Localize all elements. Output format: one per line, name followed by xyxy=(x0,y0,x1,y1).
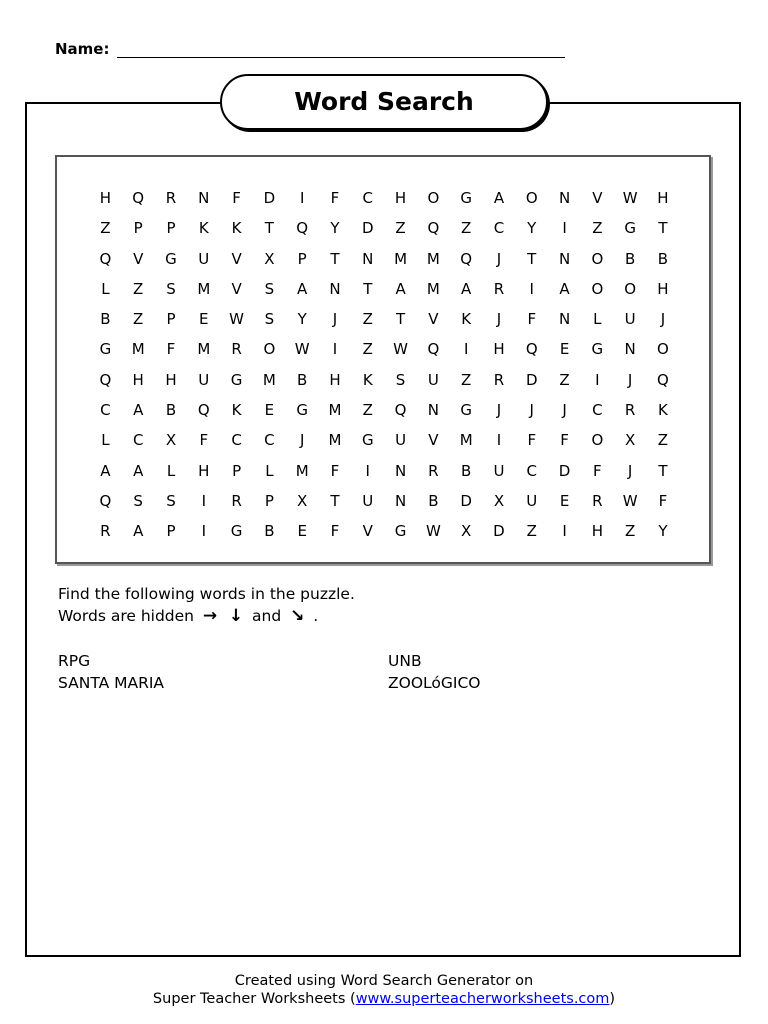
grid-letter: Y xyxy=(527,219,537,238)
arrow-down-icon: ↓ xyxy=(228,606,244,626)
grid-letter: G xyxy=(591,340,604,359)
grid-letter: O xyxy=(263,340,276,359)
grid-letter: P xyxy=(166,310,176,329)
grid-letter: O xyxy=(657,340,669,359)
grid-letter: J xyxy=(496,310,502,329)
grid-letter: Z xyxy=(526,522,537,541)
grid-letter: Z xyxy=(461,370,472,389)
grid-letter: U xyxy=(395,431,407,450)
grid-letter: P xyxy=(297,249,307,268)
grid-letter: A xyxy=(133,461,144,480)
grid-letter: J xyxy=(332,310,338,329)
grid-letter: I xyxy=(562,522,567,541)
grid-letter: Z xyxy=(461,219,472,238)
grid-letter: Q xyxy=(394,401,407,420)
name-blank-line[interactable] xyxy=(117,57,565,58)
grid-letter: F xyxy=(199,431,209,450)
grid-letter: F xyxy=(330,189,340,207)
grid-letter: T xyxy=(264,219,274,238)
grid-letter: C xyxy=(592,401,603,420)
grid-letter: U xyxy=(198,249,210,268)
grid-letter: L xyxy=(101,431,110,450)
grid-letter: T xyxy=(363,279,373,298)
grid-letter: T xyxy=(658,219,668,238)
title-banner xyxy=(220,74,548,130)
grid-letter: N xyxy=(198,189,210,207)
grid-letter: Q xyxy=(132,189,145,207)
grid-letter: F xyxy=(658,491,668,510)
grid-letter: H xyxy=(99,189,112,207)
grid-letter: U xyxy=(526,491,538,510)
grid-letter: C xyxy=(493,219,505,238)
grid-letter: R xyxy=(592,491,603,510)
grid-letter: P xyxy=(133,219,143,238)
grid-letter: K xyxy=(461,310,472,329)
instructions-prefix: Words are hidden xyxy=(58,607,195,625)
grid-letter: Q xyxy=(99,249,112,268)
grid-letter: Z xyxy=(362,340,373,359)
grid-letter: D xyxy=(361,219,374,238)
grid-letter: T xyxy=(527,249,537,268)
grid-letter: F xyxy=(330,461,340,480)
grid-letter: J xyxy=(627,370,633,389)
grid-letter: F xyxy=(330,522,340,541)
grid-letter: N xyxy=(394,461,407,480)
grid-letter: L xyxy=(593,310,602,329)
grid-letter: B xyxy=(297,370,308,389)
grid-letter: M xyxy=(197,279,211,298)
grid-letter: N xyxy=(558,249,571,268)
grid-letter: E xyxy=(559,340,570,359)
grid-letter: Z xyxy=(362,401,373,420)
grid-letter: J xyxy=(627,461,633,480)
grid-letter: M xyxy=(426,249,440,268)
word-list xyxy=(58,652,558,696)
grid-letter: Z xyxy=(362,310,373,329)
grid-letter: M xyxy=(328,401,342,420)
grid-letter: T xyxy=(395,310,406,329)
grid-letter: U xyxy=(198,370,210,389)
arrow-diagonal-icon: ↘ xyxy=(290,606,305,626)
grid-letter: H xyxy=(657,189,669,207)
grid-letter: I xyxy=(562,219,567,238)
grid-letter: A xyxy=(493,189,505,207)
grid-letter: H xyxy=(394,189,407,207)
grid-letter: G xyxy=(165,249,177,268)
grid-letter: R xyxy=(231,491,242,510)
grid-letter: B xyxy=(461,461,472,480)
name-field-row xyxy=(55,38,565,60)
grid-letter: P xyxy=(166,219,176,238)
grid-letter: F xyxy=(560,431,569,450)
grid-letter: G xyxy=(460,401,472,420)
footer-prefix: Super Teacher Worksheets ( xyxy=(152,991,356,1007)
grid-letter: C xyxy=(231,431,242,450)
grid-letter: W xyxy=(425,522,441,541)
grid-letter: D xyxy=(263,189,276,207)
grid-letter: H xyxy=(198,461,210,480)
grid-letter: O xyxy=(525,189,538,207)
grid-letter: K xyxy=(198,219,209,238)
grid-letter: Q xyxy=(525,340,538,359)
grid-letter: J xyxy=(299,431,305,450)
grid-letter: M xyxy=(197,340,211,359)
grid-letter: X xyxy=(625,431,636,450)
grid-letter: V xyxy=(231,279,242,298)
grid-letter: O xyxy=(591,431,604,450)
grid-letter: X xyxy=(493,491,505,510)
grid-letter: Q xyxy=(296,219,309,238)
grid-letter: N xyxy=(427,401,439,420)
grid-letter: G xyxy=(624,219,636,238)
grid-letter: Q xyxy=(657,370,669,389)
grid-letter: V xyxy=(133,249,144,268)
grid-letter: Z xyxy=(133,310,144,329)
grid-letter: Y xyxy=(658,522,668,541)
grid-letter: X xyxy=(165,431,177,450)
grid-letter: H xyxy=(657,279,669,298)
grid-letter: F xyxy=(593,461,602,480)
grid-letter: X xyxy=(264,249,275,268)
grid-letter: G xyxy=(361,431,374,450)
grid-letter: D xyxy=(493,522,505,541)
grid-letter: A xyxy=(559,279,570,298)
grid-letter: J xyxy=(562,401,567,420)
grid-letter: F xyxy=(232,189,241,207)
grid-letter: H xyxy=(591,522,603,541)
grid-letter: W xyxy=(622,491,638,510)
grid-letter: Z xyxy=(625,522,636,541)
grid-letter: D xyxy=(558,461,571,480)
grid-letter: E xyxy=(559,491,570,510)
grid-letter: J xyxy=(496,249,502,268)
grid-letter: M xyxy=(328,431,342,450)
grid-letter: C xyxy=(264,431,275,450)
grid-letter: I xyxy=(299,189,305,207)
grid-letter: C xyxy=(132,431,144,450)
grid-letter: J xyxy=(529,401,534,420)
instructions-line-1: Find the following words in the puzzle. xyxy=(58,585,355,603)
grid-letter: U xyxy=(427,370,439,389)
grid-letter: B xyxy=(165,401,177,420)
grid-letter: Q xyxy=(99,370,112,389)
grid-letter: S xyxy=(395,370,406,389)
grid-letter: V xyxy=(362,522,373,541)
grid-letter: O xyxy=(591,249,604,268)
grid-letter: Z xyxy=(133,279,144,298)
footer-suffix: ) xyxy=(609,991,616,1007)
grid-letter: N xyxy=(624,340,636,359)
grid-letter: T xyxy=(330,491,340,510)
grid-letter: B xyxy=(264,522,275,541)
grid-letter: Y xyxy=(330,219,340,238)
grid-letter: X xyxy=(461,522,472,541)
grid-letter: D xyxy=(525,370,538,389)
word-item: UNB xyxy=(388,652,422,670)
word-item: ZOOLóGICO xyxy=(388,674,481,692)
grid-letter: Q xyxy=(197,401,210,420)
grid-letter: V xyxy=(428,431,439,450)
grid-letter: F xyxy=(527,431,537,450)
grid-letter: W xyxy=(393,340,408,359)
grid-letter: U xyxy=(362,491,374,510)
grid-letter: W xyxy=(622,189,638,207)
grid-letter: T xyxy=(658,461,668,480)
instructions-and: and xyxy=(252,607,282,625)
grid-letter: H xyxy=(165,370,177,389)
grid-letter: E xyxy=(199,310,209,329)
grid-letter: K xyxy=(231,219,242,238)
grid-letter: G xyxy=(230,370,243,389)
grid-letter: Z xyxy=(395,219,406,238)
instructions-line-2 xyxy=(58,605,355,627)
grid-letter: Z xyxy=(100,219,111,238)
grid-letter: X xyxy=(297,491,308,510)
grid-letter: R xyxy=(100,522,111,541)
grid-letter: R xyxy=(165,189,177,207)
grid-letter: Z xyxy=(657,431,669,450)
grid-letter: C xyxy=(100,401,111,420)
grid-letter: U xyxy=(493,461,505,480)
grid-letter: S xyxy=(264,279,275,298)
grid-letter: Z xyxy=(559,370,570,389)
grid-letter: P xyxy=(232,461,242,480)
grid-letter: R xyxy=(231,340,242,359)
grid-letter: M xyxy=(459,431,473,450)
grid-letter: H xyxy=(493,340,505,359)
grid-letter: L xyxy=(101,279,110,298)
grid-letter: Q xyxy=(460,249,473,268)
grid-letter: M xyxy=(131,340,145,359)
grid-letter: L xyxy=(166,461,176,480)
grid-letter: V xyxy=(428,310,439,329)
grid-letter: S xyxy=(166,491,176,510)
grid-letter: M xyxy=(295,461,309,480)
page-title: Word Search xyxy=(294,87,474,116)
grid-letter: B xyxy=(657,249,669,268)
name-label: Name: xyxy=(55,40,110,58)
grid-letter: H xyxy=(132,370,144,389)
grid-letter: B xyxy=(625,249,636,268)
grid-letter: Q xyxy=(427,340,440,359)
grid-letter: N xyxy=(558,310,571,329)
grid-letter: A xyxy=(133,522,144,541)
instructions-period: . xyxy=(313,607,319,625)
grid-letter: B xyxy=(100,310,111,329)
grid-letter: F xyxy=(527,310,537,329)
grid-letter: C xyxy=(526,461,537,480)
grid-letter: O xyxy=(624,279,637,298)
grid-letter: N xyxy=(362,249,374,268)
grid-letter: Y xyxy=(297,310,307,329)
grid-letter: E xyxy=(297,522,307,541)
word-item: SANTA MARIA xyxy=(58,674,165,692)
grid-letter: U xyxy=(624,310,636,329)
grid-letter: P xyxy=(264,491,274,510)
grid-letter: I xyxy=(332,340,338,359)
grid-letter: H xyxy=(329,370,341,389)
grid-letter: O xyxy=(427,189,440,207)
instructions xyxy=(58,583,355,627)
grid-letter: K xyxy=(362,370,373,389)
grid-letter: G xyxy=(230,522,243,541)
grid-letter: Q xyxy=(99,491,112,510)
grid-letter: V xyxy=(231,249,242,268)
grid-letter: R xyxy=(624,401,636,420)
grid-letter: I xyxy=(201,522,206,541)
grid-letter: G xyxy=(394,522,407,541)
grid-letter: I xyxy=(463,340,469,359)
grid-letter: A xyxy=(297,279,308,298)
grid-letter: V xyxy=(592,189,603,207)
grid-letter: N xyxy=(329,279,341,298)
grid-letter: J xyxy=(496,401,502,420)
grid-letter: J xyxy=(660,310,666,329)
grid-letter: F xyxy=(166,340,176,359)
grid-letter: A xyxy=(133,401,144,420)
grid-letter: K xyxy=(658,401,668,420)
grid-letter: M xyxy=(426,279,440,298)
grid-letter: M xyxy=(394,249,408,268)
word-item: RPG xyxy=(58,652,91,670)
grid-letter: A xyxy=(395,279,406,298)
grid-letter: S xyxy=(264,310,275,329)
grid-letter: W xyxy=(229,310,244,329)
footer xyxy=(0,972,768,1008)
grid-letter: G xyxy=(460,189,472,207)
footer-line-2 xyxy=(0,990,768,1008)
grid-letter: Q xyxy=(427,219,440,238)
grid-letter: I xyxy=(595,370,600,389)
grid-letter: O xyxy=(591,279,604,298)
grid-letter: B xyxy=(428,491,439,510)
grid-letter: R xyxy=(428,461,439,480)
grid-letter: N xyxy=(394,491,407,510)
footer-line-1: Created using Word Search Generator on xyxy=(234,973,534,989)
grid-letter: S xyxy=(166,279,176,298)
grid-letter: S xyxy=(133,491,143,510)
grid-letter: M xyxy=(262,370,276,389)
grid-letter: T xyxy=(330,249,340,268)
grid-letter: L xyxy=(265,461,274,480)
grid-letter: I xyxy=(201,491,206,510)
grid-letter: K xyxy=(231,401,242,420)
grid-letter: A xyxy=(100,461,111,480)
grid-letter: D xyxy=(460,491,472,510)
letter-grid xyxy=(89,183,679,547)
arrow-right-icon: → xyxy=(202,606,218,626)
grid-letter: R xyxy=(493,279,505,298)
grid-letter: I xyxy=(365,461,370,480)
footer-link[interactable]: www.superteacherworksheets.com xyxy=(355,991,610,1007)
grid-letter: A xyxy=(461,279,472,298)
grid-letter: C xyxy=(362,189,374,207)
grid-letter: G xyxy=(296,401,308,420)
grid-letter: I xyxy=(529,279,534,298)
grid-letter: N xyxy=(558,189,571,207)
grid-letter: Z xyxy=(592,219,603,238)
grid-letter: P xyxy=(166,522,176,541)
grid-letter: R xyxy=(493,370,505,389)
grid-letter: I xyxy=(496,431,502,450)
grid-letter: E xyxy=(264,401,275,420)
grid-letter: G xyxy=(99,340,112,359)
grid-letter: W xyxy=(294,340,310,359)
